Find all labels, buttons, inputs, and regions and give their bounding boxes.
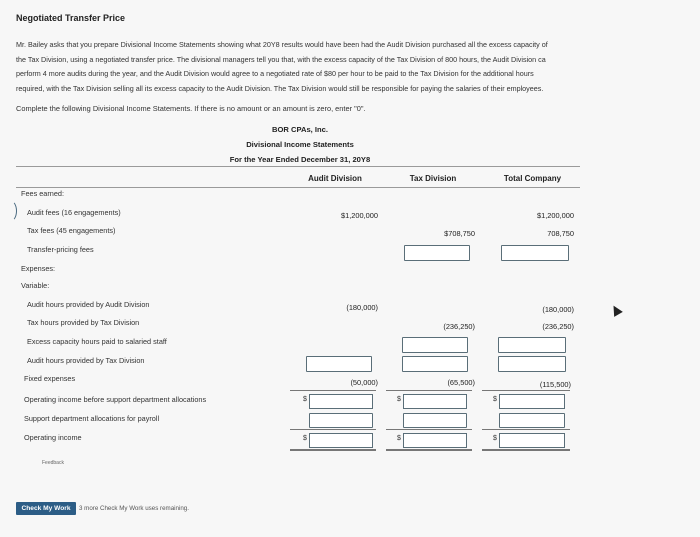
remaining-uses-text: 3 more Check My Work uses remaining. — [79, 505, 189, 512]
row-audit-fees: Audit fees (16 engagements) — [27, 208, 121, 217]
col-tax-division: Tax Division — [409, 174, 457, 183]
row-support-allocations: Support department allocations for payroll — [24, 414, 160, 423]
value-tax-fees-tax: $708,750 — [444, 229, 475, 238]
double-line-tax — [386, 449, 472, 451]
row-excess-capacity: Excess capacity hours paid to salaried staff — [27, 337, 167, 346]
value-fixed-audit: (50,000) — [350, 378, 378, 387]
col-total-company: Total Company — [503, 174, 562, 183]
input-op-income-tax[interactable] — [403, 433, 467, 448]
double-line-total — [482, 449, 570, 451]
row-fixed-expenses: Fixed expenses — [24, 374, 76, 383]
input-audit-hours-tax-tax[interactable] — [402, 356, 468, 372]
mouse-cursor-icon — [609, 303, 623, 317]
col-audit-division: Audit Division — [308, 174, 362, 183]
sum-line-tax-2 — [386, 429, 472, 430]
dollar-sign: $ — [493, 435, 497, 442]
dollar-sign: $ — [493, 396, 497, 403]
header-rule — [16, 166, 580, 167]
row-tax-fees: Tax fees (45 engagements) — [27, 226, 116, 235]
dollar-sign: $ — [397, 396, 401, 403]
row-operating-income: Operating income — [24, 433, 82, 442]
input-support-tax[interactable] — [403, 413, 467, 428]
paragraph-line: Mr. Bailey asks that you prepare Divisional Income Statements showing what 20Y8 results would have been had the Audit Division purchased all the excess capacity of — [16, 40, 548, 49]
input-audit-hours-tax-audit[interactable] — [306, 356, 372, 372]
value-audit-fees-audit: $1,200,000 — [341, 211, 378, 220]
row-expenses: Expenses: — [21, 264, 56, 273]
problem-description — [16, 38, 700, 96]
column-header-rule — [16, 187, 580, 188]
row-audit-hours: Audit hours provided by Audit Division — [27, 300, 150, 309]
value-audit-fees-total: $1,200,000 — [537, 211, 574, 220]
value-tax-hours-total: (236,250) — [542, 322, 574, 331]
sum-line-tax — [386, 390, 472, 391]
input-op-before-tax[interactable] — [403, 394, 467, 409]
value-fixed-tax: (65,500) — [447, 378, 475, 387]
paragraph-line: perform 4 more audits during the year, and the Audit Division would agree to a negotiated rate of $80 per hour to be paid to the Tax Division for the additional hours — [16, 69, 534, 78]
row-operating-before: Operating income before support department allocations — [24, 395, 207, 404]
row-tax-hours: Tax hours provided by Tax Division — [27, 318, 140, 327]
value-tax-fees-total: 708,750 — [547, 229, 574, 238]
input-transfer-fees-tax[interactable] — [404, 245, 470, 261]
sum-line-total — [482, 390, 570, 391]
statement-name: Divisional Income Statements — [246, 140, 354, 149]
dollar-sign: $ — [397, 435, 401, 442]
value-tax-hours-tax: (236,250) — [443, 322, 475, 331]
sum-line-total-2 — [482, 429, 570, 430]
row-fees-earned: Fees earned: — [21, 189, 64, 198]
row-audit-hours-tax: Audit hours provided by Tax Division — [27, 356, 145, 365]
statement-period: For the Year Ended December 31, 20Y8 — [229, 155, 371, 164]
selection-arc-icon — [3, 200, 17, 222]
check-my-work-button[interactable]: Check My Work — [16, 502, 76, 515]
input-audit-hours-tax-total[interactable] — [498, 356, 566, 372]
dollar-sign: $ — [303, 396, 307, 403]
sum-line-audit-2 — [290, 429, 376, 430]
dollar-sign: $ — [303, 435, 307, 442]
instruction-text: Complete the following Divisional Income Statements. If there is no amount or an amount is zero, enter "0". — [16, 104, 366, 113]
input-op-income-audit[interactable] — [309, 433, 373, 448]
input-excess-capacity-tax[interactable] — [402, 337, 468, 353]
input-excess-capacity-total[interactable] — [498, 337, 566, 353]
paragraph-line: the Tax Division, using a negotiated transfer price. The divisional managers tell you that, with the excess capacity of the Tax Division of 800 hours, the Audit Division ca — [16, 54, 546, 64]
input-support-audit[interactable] — [309, 413, 373, 428]
feedback-label[interactable]: Feedback — [42, 460, 64, 466]
input-support-total[interactable] — [499, 413, 565, 428]
value-audit-hours-audit: (180,000) — [346, 303, 378, 312]
row-variable: Variable: — [21, 281, 50, 290]
input-op-before-audit[interactable] — [309, 394, 373, 409]
paragraph-line: required, with the Tax Division selling all its excess capacity to the Audit Division. The Tax Division would still be responsible for paying the salaries of their employees. — [16, 83, 544, 93]
sum-line-audit — [290, 390, 376, 391]
row-transfer-pricing-fees: Transfer-pricing fees — [27, 245, 94, 254]
input-op-income-total[interactable] — [499, 433, 565, 448]
input-transfer-fees-total[interactable] — [501, 245, 569, 261]
problem-title: Negotiated Transfer Price — [16, 13, 126, 23]
input-op-before-total[interactable] — [499, 394, 565, 409]
value-fixed-total: (115,500) — [539, 380, 571, 389]
double-line-audit — [290, 449, 376, 451]
company-name: BOR CPAs, Inc. — [272, 125, 328, 134]
value-audit-hours-total: (180,000) — [542, 305, 574, 314]
